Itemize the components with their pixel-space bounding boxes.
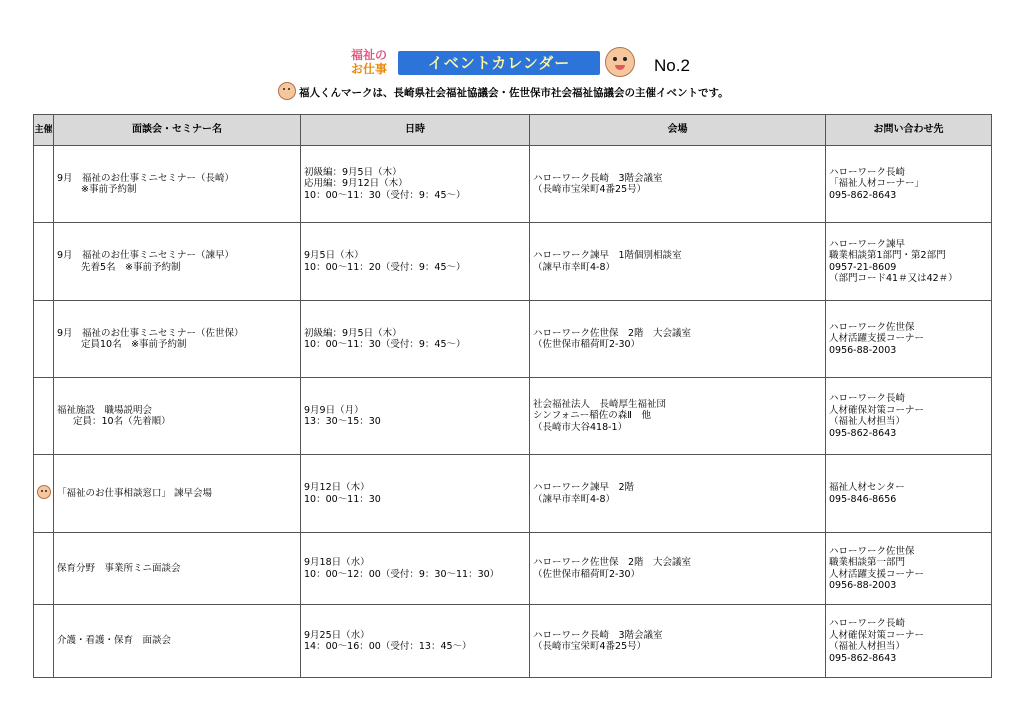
table-row bbox=[34, 605, 992, 678]
contact-cell bbox=[826, 301, 992, 378]
event-cell bbox=[54, 223, 301, 301]
contact-cell bbox=[826, 605, 992, 678]
event-line: 介護・看護・保育 面談会 bbox=[57, 635, 172, 647]
datetime-cell bbox=[301, 301, 530, 378]
venue-cell bbox=[530, 223, 826, 301]
venue-cell bbox=[530, 378, 826, 455]
contact-line: （部門コード41＃又は42＃） bbox=[829, 273, 958, 284]
venue-line: シンフォニー稲佐の森Ⅱ 他 bbox=[533, 410, 651, 422]
logo-line2: お仕事 bbox=[350, 62, 387, 76]
venue-line: （諫早市幸町4-8） bbox=[533, 261, 616, 273]
datetime-line: 10：00～11：30（受付：9：45～） bbox=[304, 339, 466, 350]
host-cell bbox=[34, 146, 54, 223]
contact-cell bbox=[826, 146, 992, 223]
event-line: 定員10名 ※事前予約制 bbox=[81, 339, 187, 350]
datetime-line: 10：00～11：30（受付：9：45～） bbox=[304, 189, 466, 201]
event-cell bbox=[54, 533, 301, 605]
table-row bbox=[34, 146, 992, 223]
venue-cell bbox=[530, 455, 826, 533]
event-line: 福祉施設 職場説明会 bbox=[57, 404, 153, 416]
venue-line: （長崎市宝栄町4番25号） bbox=[533, 184, 647, 195]
contact-line: 人材活躍支援コーナー bbox=[829, 333, 925, 345]
datetime-line: 9月25日（水） bbox=[304, 629, 370, 641]
venue-line: ハローワーク長崎 3階会議室 bbox=[533, 629, 663, 641]
table-row bbox=[34, 533, 992, 605]
page-number: No.2 bbox=[654, 56, 690, 75]
datetime-line: 9月12日（木） bbox=[304, 482, 370, 493]
contact-phone: 095-846-8656 bbox=[829, 493, 897, 505]
host-cell bbox=[34, 223, 54, 301]
host-cell bbox=[34, 301, 54, 378]
venue-line: ハローワーク諫早 1階個別相談室 bbox=[533, 250, 682, 261]
datetime-line: 初級編：9月5日（木） bbox=[304, 327, 402, 339]
mascot-icon bbox=[605, 47, 635, 77]
venue-line: （諫早市幸町4-8） bbox=[533, 493, 616, 505]
contact-line: 福祉人材センター bbox=[829, 482, 905, 493]
table-row bbox=[34, 378, 992, 455]
event-line: 保育分野 事業所ミニ面談会 bbox=[57, 562, 181, 574]
venue-cell bbox=[530, 533, 826, 605]
host-cell bbox=[34, 605, 54, 678]
header-host: 主催 bbox=[34, 115, 54, 146]
contact-phone: 0957-21-8609 bbox=[829, 261, 897, 273]
event-cell bbox=[54, 301, 301, 378]
contact-line: 職業相談第1部門・第2部門 bbox=[829, 250, 946, 261]
venue-line: （佐世保市稲荷町2-30） bbox=[533, 568, 641, 580]
venue-cell bbox=[530, 301, 826, 378]
header-event: 面談会・セミナー名 bbox=[54, 115, 301, 146]
table-row bbox=[34, 301, 992, 378]
contact-cell bbox=[826, 455, 992, 533]
header-contact: お問い合わせ先 bbox=[826, 115, 992, 146]
datetime-line: 9月9日（月） bbox=[304, 404, 364, 416]
contact-line: （福祉人材担当） bbox=[829, 641, 906, 652]
datetime-cell bbox=[301, 605, 530, 678]
contact-phone: 095-862-8643 bbox=[829, 652, 897, 664]
contact-line: 職業相談第一部門 bbox=[829, 557, 906, 568]
datetime-line: 13：30～15：30 bbox=[304, 416, 381, 427]
datetime-line: 10：00～12：00（受付：9：30～11：30） bbox=[304, 568, 500, 580]
contact-line: ハローワーク長崎 bbox=[829, 393, 906, 404]
datetime-line: 初級編：9月5日（木） bbox=[304, 166, 402, 178]
contact-line: 人材確保対策コーナー bbox=[829, 629, 925, 641]
event-line: 9月 福祉のお仕事ミニセミナー（長崎） bbox=[57, 172, 235, 184]
contact-line: 「福祉人材コーナー」 bbox=[829, 178, 925, 190]
contact-cell bbox=[826, 223, 992, 301]
datetime-line: 9月5日（木） bbox=[304, 250, 364, 261]
contact-line: ハローワーク佐世保 bbox=[829, 545, 915, 557]
venue-cell bbox=[530, 605, 826, 678]
event-table bbox=[33, 114, 992, 678]
event-line: ※事前予約制 bbox=[81, 184, 137, 195]
datetime-line: 10：00～11：30 bbox=[304, 493, 381, 505]
contact-line: 人材確保対策コーナー bbox=[829, 404, 925, 416]
event-cell bbox=[54, 605, 301, 678]
table-row bbox=[34, 223, 992, 301]
contact-phone: 0956-88-2003 bbox=[829, 344, 897, 356]
contact-cell bbox=[826, 378, 992, 455]
event-line: 先着5名 ※事前予約制 bbox=[81, 261, 181, 273]
logo-line1: 福祉の bbox=[350, 48, 387, 62]
event-line: 9月 福祉のお仕事ミニセミナー（佐世保） bbox=[57, 327, 244, 339]
event-line: 定員：10名（先着順） bbox=[73, 416, 171, 427]
contact-phone: 095-862-8643 bbox=[829, 427, 897, 439]
venue-line: ハローワーク佐世保 2階 大会議室 bbox=[533, 327, 692, 339]
host-mascot-icon bbox=[37, 485, 51, 499]
contact-line: ハローワーク長崎 bbox=[829, 618, 906, 629]
datetime-cell bbox=[301, 455, 530, 533]
header-venue: 会場 bbox=[530, 115, 826, 146]
datetime-cell bbox=[301, 533, 530, 605]
event-line: 「福祉のお仕事相談窓口」 諫早会場 bbox=[57, 487, 213, 499]
venue-line: ハローワーク長崎 3階会議室 bbox=[533, 172, 663, 184]
venue-line: （長崎市宝栄町4番25号） bbox=[533, 641, 647, 652]
event-line: 9月 福祉のお仕事ミニセミナー（諫早） bbox=[57, 250, 235, 261]
venue-line: （長崎市大谷418-1） bbox=[533, 421, 628, 433]
host-mark-note bbox=[278, 82, 729, 100]
host-cell bbox=[34, 455, 54, 533]
contact-phone: 0956-88-2003 bbox=[829, 580, 897, 591]
venue-line: ハローワーク佐世保 2階 大会議室 bbox=[533, 557, 692, 568]
event-calendar-banner: イベントカレンダー bbox=[398, 51, 600, 75]
contact-line: ハローワーク長崎 bbox=[829, 166, 906, 178]
venue-cell bbox=[530, 146, 826, 223]
datetime-cell bbox=[301, 223, 530, 301]
datetime-line: 応用編：9月12日（木） bbox=[304, 178, 408, 190]
venue-line: 社会福祉法人 長崎厚生福祉団 bbox=[533, 398, 667, 410]
contact-line: 人材活躍支援コーナー bbox=[829, 568, 925, 580]
event-cell bbox=[54, 378, 301, 455]
event-cell bbox=[54, 146, 301, 223]
fukushi-logo bbox=[348, 48, 390, 78]
datetime-cell bbox=[301, 378, 530, 455]
mascot-mark-icon bbox=[278, 82, 296, 100]
contact-phone: 095-862-8643 bbox=[829, 189, 897, 201]
host-cell bbox=[34, 378, 54, 455]
contact-line: （福祉人材担当） bbox=[829, 416, 906, 427]
host-cell bbox=[34, 533, 54, 605]
datetime-line: 14：00～16：00（受付：13：45～） bbox=[304, 641, 472, 652]
contact-line: ハローワーク諫早 bbox=[829, 238, 906, 250]
table-row bbox=[34, 455, 992, 533]
event-cell bbox=[54, 455, 301, 533]
contact-cell bbox=[826, 533, 992, 605]
datetime-cell bbox=[301, 146, 530, 223]
venue-line: ハローワーク諫早 2階 bbox=[533, 482, 635, 493]
header-datetime: 日時 bbox=[301, 115, 530, 146]
table-header-row bbox=[34, 115, 992, 146]
venue-line: （佐世保市稲荷町2-30） bbox=[533, 339, 641, 350]
host-mark-note-text: 福人くんマークは、長崎県社会福祉協議会・佐世保市社会福祉協議会の主催イベントです。 bbox=[299, 87, 729, 99]
datetime-line: 10：00～11：20（受付：9：45～） bbox=[304, 261, 466, 273]
contact-line: ハローワーク佐世保 bbox=[829, 321, 915, 333]
datetime-line: 9月18日（水） bbox=[304, 557, 370, 568]
